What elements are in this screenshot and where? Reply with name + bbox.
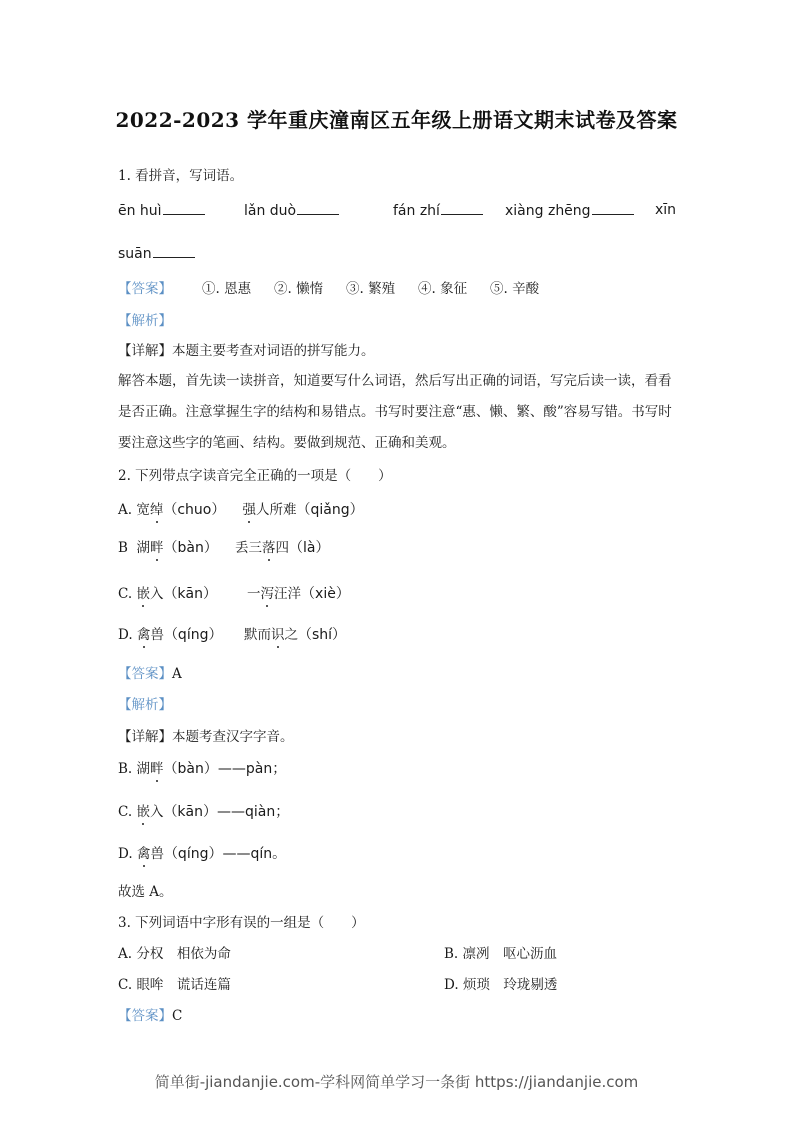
q3-option-c: [118, 975, 231, 995]
page-title: 2022-2023 学年重庆潼南区五年级上册语文期末试卷及答案: [115, 108, 678, 132]
q2-option-b: [118, 538, 330, 558]
dotted-char: 畔: [150, 540, 164, 556]
dotted-char: 畔: [150, 761, 164, 777]
pinyin-text: ēn huì: [118, 203, 162, 219]
word-part: 湖: [136, 761, 151, 777]
answer-label: 【答案】: [118, 1008, 172, 1024]
q3-answer: [118, 1006, 182, 1026]
q1-analysis-label: 【解析】: [118, 313, 172, 329]
q1-answer-1: ①. 恩惠: [202, 281, 252, 297]
q1-pinyin-2: [244, 202, 339, 219]
q2-option-d: [118, 625, 346, 645]
option-letter: D.: [118, 627, 133, 643]
q3-option-d: [444, 975, 557, 995]
pinyin: （xiè）: [301, 586, 350, 602]
option-letter: D.: [444, 977, 459, 993]
option-letter: B.: [118, 761, 133, 777]
q2-correction-b: [118, 759, 286, 779]
q2-conclusion: 故选 A。: [118, 884, 173, 900]
answer-label: 【答案】: [118, 281, 172, 297]
q1-pinyin-4: [505, 202, 634, 219]
q1-detail: [118, 341, 375, 361]
wrong-pinyin: （kān）: [163, 804, 217, 820]
answer-blank: [163, 202, 205, 215]
q2-stem: 2. 下列带点字读音完全正确的一项是（ ）: [118, 468, 392, 484]
pinyin: （là）: [289, 540, 330, 556]
option-text: 分权 相依为命: [136, 946, 231, 962]
dotted-char: 落: [262, 540, 276, 556]
answer-value: C: [172, 1008, 183, 1024]
option-letter: A.: [118, 502, 133, 518]
q2-analysis-label: 【解析】: [118, 697, 172, 713]
pinyin: （chuo）: [163, 502, 226, 518]
dotted-char: 识: [270, 627, 285, 643]
dotted-char: 强: [242, 502, 257, 518]
answer-blank: [441, 202, 483, 215]
answer-label: 【答案】: [118, 666, 172, 682]
answer-blank: [592, 202, 634, 215]
wrong-pinyin: （bàn）: [163, 761, 218, 777]
word-part: 宽: [136, 502, 150, 518]
word-part: 入: [149, 586, 164, 602]
q2-option-c: [118, 584, 350, 604]
pinyin-text: xiàng zhēng: [505, 203, 591, 219]
word-part: 湖: [136, 540, 151, 556]
dotted-char: 禽: [136, 846, 151, 862]
word-part: 兽: [150, 846, 164, 862]
word-part: 汪洋: [274, 586, 302, 602]
word-part: 之: [284, 627, 298, 643]
pinyin-text: lǎn duò: [244, 203, 297, 219]
page-footer-watermark: 简单街-jiandanjie.com-学科网简单学习一条街 https://jiandanjie.com: [154, 1073, 639, 1091]
q2-correction-c: [118, 802, 289, 822]
q2-detail: [118, 727, 294, 747]
pinyin-text: xīn: [655, 202, 677, 218]
q1-pinyin-1: [118, 202, 205, 219]
option-letter: C.: [118, 977, 133, 993]
q3-option-a: [118, 944, 231, 964]
q1-pinyin-5b: [118, 245, 195, 262]
q1-explanation: 解答本题，首先读一读拼音，知道要写什么词语，然后写出正确的词语，写完后读一读，看看是否正确。注意掌握生字的结构和易错点。书写时要注意“惠、懒、繁、酸”容易写错。书写时要注意这些字的笔画、结构。要做到规范、正确和美观。: [118, 373, 672, 451]
option-text: 凛冽 呕心沥血: [462, 946, 558, 962]
dotted-char: 嵌: [136, 804, 150, 820]
dotted-char: 绰: [149, 502, 164, 518]
q1-answer-4: ④. 象征: [418, 281, 468, 297]
word-part: 兽: [150, 627, 164, 643]
q3-option-b: [444, 944, 557, 964]
q1-pinyin-3: [393, 202, 483, 219]
correct-pinyin: ——qín。: [222, 846, 287, 862]
answer-value: A: [172, 666, 182, 682]
option-letter: B: [118, 540, 128, 556]
option-letter: B.: [444, 946, 459, 962]
detail-text: 本题考查汉字字音。: [172, 729, 294, 745]
option-letter: A.: [118, 946, 133, 962]
q2-answer: [118, 664, 182, 684]
word-part: 人所难: [256, 502, 297, 518]
pinyin: （shí）: [297, 627, 347, 643]
answer-blank: [297, 202, 339, 215]
q1-answer-row: [118, 279, 172, 299]
word-part: 入: [149, 804, 164, 820]
word-part: 四: [275, 540, 290, 556]
option-text: 眼哞 谎话连篇: [136, 977, 231, 993]
dotted-char: 嵌: [136, 586, 150, 602]
word-part: 丢三: [235, 540, 263, 556]
detail-text: 本题主要考查对词语的拼写能力。: [172, 343, 375, 359]
q1-pinyin-5a: [655, 202, 676, 218]
word-part: 一: [247, 586, 261, 602]
dotted-char: 禽: [136, 627, 151, 643]
q2-correction-d: [118, 844, 286, 864]
word-part: 默而: [243, 627, 271, 643]
pinyin-text: suān: [118, 246, 152, 262]
pinyin-text: fán zhí: [393, 203, 440, 219]
option-letter: C.: [118, 804, 133, 820]
correct-pinyin: ——qiàn；: [217, 804, 290, 820]
q1-stem: 1. 看拼音，写词语。: [118, 168, 244, 184]
q1-answer-3: ③. 繁殖: [346, 281, 396, 297]
q3-stem: 3. 下列词语中字形有误的一组是（ ）: [118, 915, 365, 931]
detail-label: 【详解】: [118, 729, 172, 745]
wrong-pinyin: （qíng）: [163, 846, 223, 862]
pinyin: （kān）: [163, 586, 217, 602]
q2-option-a: [118, 500, 364, 520]
dotted-char: 泻: [260, 586, 275, 602]
answer-blank: [153, 245, 195, 258]
detail-label: 【详解】: [118, 343, 172, 359]
option-letter: D.: [118, 846, 133, 862]
correct-pinyin: ——pàn；: [217, 761, 287, 777]
q1-answer-2: ②. 懒惰: [274, 281, 324, 297]
option-text: 烦琐 玲珑剔透: [462, 977, 558, 993]
q1-answer-5: ⑤. 辛酸: [490, 281, 540, 297]
pinyin: （qíng）: [163, 627, 223, 643]
pinyin: （qiǎng）: [296, 502, 364, 518]
pinyin: （bàn）: [163, 540, 218, 556]
option-letter: C.: [118, 586, 133, 602]
